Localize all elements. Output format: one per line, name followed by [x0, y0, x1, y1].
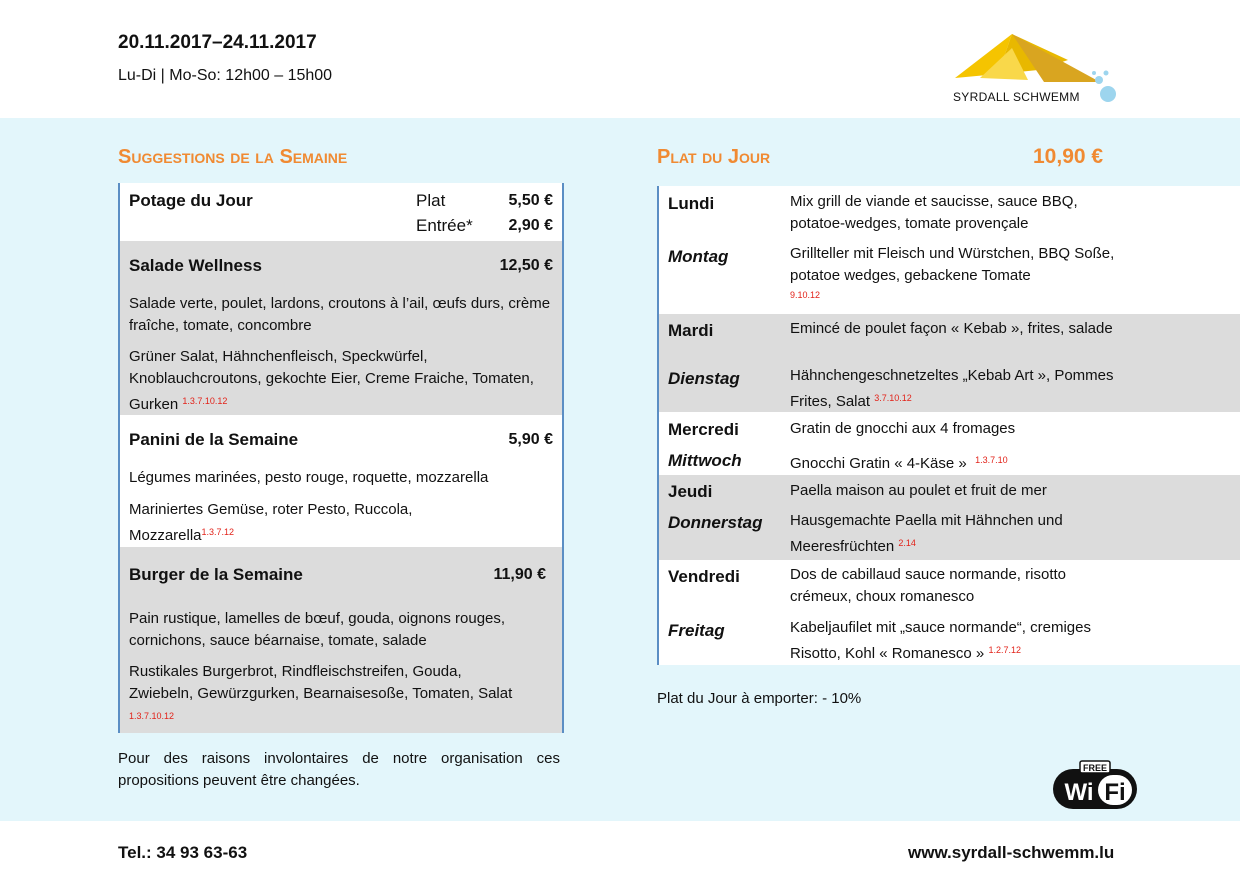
panini-desc-de: Mariniertes Gemüse, roter Pesto, Ruccola, Mozzarella$^{1.3.7.12}$	[129, 501, 413, 544]
day-de: Mittwoch	[668, 451, 742, 470]
burger-name: Burger de la Semaine	[129, 565, 303, 584]
day-block-wednesday	[659, 412, 1240, 475]
potage-plat-label: Plat	[416, 191, 446, 210]
panini-name: Panini de la Semaine	[129, 430, 299, 449]
dish-fr: Emincé de poulet façon « Kebab », frites, salade	[790, 320, 1113, 337]
allergens: 1.3.7.10	[975, 455, 1008, 465]
suggestions-box	[118, 183, 564, 733]
suggestions-title: Suggestions de la Semaine	[118, 146, 348, 168]
dish-fr: Gratin de gnocchi aux 4 fromages	[790, 420, 1016, 437]
day-fr: Vendredi	[668, 567, 740, 586]
salade-price: 12,50 €	[499, 257, 553, 274]
plat-du-jour-box	[657, 186, 1240, 665]
burger-price: 11,90 €	[493, 566, 546, 583]
dish-fr: Mix grill de viande et saucisse, sauce BBQ, potatoe-wedges, tomate provençale	[790, 193, 1078, 232]
panini-price: 5,90 €	[508, 431, 553, 448]
burger-desc-fr: Pain rustique, lamelles de bœuf, gouda, oignons rouges, cornichons, sauce béarnaise, tomate, salade	[129, 610, 506, 649]
potage-entree-price: 2,90 €	[508, 217, 553, 234]
website-link[interactable]: www.syrdall-schwemm.lu	[908, 843, 1115, 862]
dish-de: Gnocchi Gratin « 4-Käse » $^{1.3.7.10}$	[790, 455, 1008, 472]
free-wifi-icon	[1052, 760, 1138, 810]
burger-allergens: 1.3.7.10.12	[129, 711, 175, 721]
panini-allergens: 1.3.7.12	[201, 527, 235, 537]
potage-entree-label: Entrée*	[416, 216, 473, 235]
day-fr: Jeudi	[668, 482, 713, 501]
wifi-wi-label: Wi	[1064, 779, 1094, 806]
day-de: Freitag	[668, 621, 725, 640]
salade-allergens: 1.3.7.10.12	[182, 396, 228, 406]
syrdall-schwemm-logo	[950, 30, 1125, 110]
salade-desc-fr: Salade verte, poulet, lardons, croutons à l’ail, œufs durs, crème fraîche, tomate, concombre	[129, 295, 551, 334]
burger-block	[120, 547, 562, 733]
day-de: Montag	[668, 247, 729, 266]
day-fr: Lundi	[668, 194, 715, 213]
header	[0, 0, 1240, 118]
salade-desc-de: Grüner Salat, Hähnchenfleisch, Speckwürfel, Knoblauchcroutons, gekochte Eier, Creme Fraiche, Tomaten, Gurken $^{1.3.7.10.12}$	[129, 348, 534, 413]
plat-du-jour-title: Plat du Jour	[657, 146, 771, 168]
salade-name: Salade Wellness	[129, 256, 262, 275]
dish-de: Grillteller mit Fleisch und Würstchen, BBQ Soße, potatoe wedges, gebackene Tomate	[790, 245, 1115, 284]
potage-plat-price: 5,50 €	[508, 192, 553, 209]
day-de: Donnerstag	[668, 513, 763, 532]
allergens: 1.2.7.12	[988, 645, 1021, 655]
burger-desc-de: Rustikales Burgerbrot, Rindfleischstreifen, Gouda, Zwiebeln, Gewürzgurken, Bearnaisesoße, Tomaten, Salat $^{1.3.7.10.12}$	[129, 663, 513, 721]
date-range: 20.11.2017–24.11.2017	[118, 32, 317, 53]
allergens: 2.14	[898, 538, 916, 548]
panini-block	[120, 415, 562, 547]
wifi-free-label: FREE	[1082, 763, 1108, 773]
takeaway-note: Plat du Jour à emporter: - 10%	[657, 690, 862, 707]
logo-text: SYRDALL SCHWEMM	[953, 90, 1080, 104]
dish-de: Hähnchengeschnetzeltes „Kebab Art », Pommes Frites, Salat $^{3.7.10.12}$	[790, 367, 1114, 410]
dish-fr: Paella maison au poulet et fruit de mer	[790, 482, 1047, 499]
day-block-thursday	[659, 475, 1240, 560]
potage-block	[120, 183, 562, 241]
change-note: Pour des raisons involontaires de notre organisation ces propositions peuvent être changées.	[118, 750, 560, 789]
potage-name: Potage du Jour	[129, 191, 253, 210]
plat-du-jour-price: 10,90 €	[1033, 145, 1104, 168]
day-de: Dienstag	[668, 369, 740, 388]
day-block-tuesday	[659, 314, 1240, 412]
day-block-monday	[659, 186, 1240, 314]
day-fr: Mercredi	[668, 420, 739, 439]
dish-de: Hausgemachte Paella mit Hähnchen und Meeresfrüchten $^{2.14}$	[790, 512, 1063, 555]
panini-desc-fr: Légumes marinées, pesto rouge, roquette, mozzarella	[129, 469, 489, 486]
phone-number: Tel.: 34 93 63-63	[118, 843, 248, 862]
dish-de: Kabeljaufilet mit „sauce normande“, cremiges Risotto, Kohl « Romanesco » $^{1.2.7.12}$	[790, 619, 1091, 662]
day-fr: Mardi	[668, 321, 714, 340]
allergens: 3.7.10.12	[874, 393, 912, 403]
salade-block	[120, 241, 562, 415]
day-block-friday	[659, 560, 1240, 665]
dish-fr: Dos de cabillaud sauce normande, risotto crémeux, choux romanesco	[790, 566, 1066, 605]
wifi-fi-label: Fi	[1104, 779, 1126, 806]
opening-hours: Lu-Di | Mo-So: 12h00 – 15h00	[118, 67, 333, 84]
allergens: 9.10.12	[790, 290, 821, 300]
